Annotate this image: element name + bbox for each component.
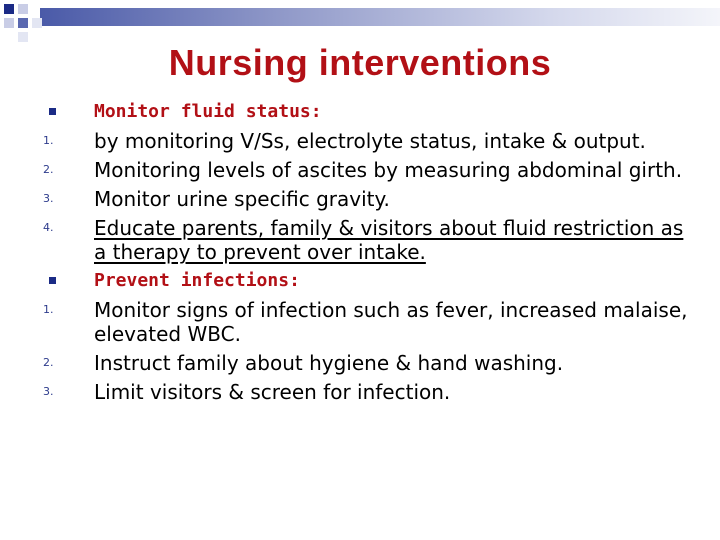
deco-square (4, 18, 14, 28)
list-item-text: Instruct family about hygiene & hand washing. (94, 351, 564, 375)
list-item (40, 298, 690, 346)
header-decoration (0, 0, 720, 40)
deco-square (18, 18, 28, 28)
slide-content (40, 100, 690, 409)
list-item-text: Monitoring levels of ascites by measuring abdominal girth. (94, 158, 683, 182)
bullet-marker (40, 100, 94, 124)
list-item (40, 351, 690, 375)
list-number: 3. (43, 192, 54, 205)
list-item-text: Limit visitors & screen for infection. (94, 380, 451, 404)
list-item (40, 216, 690, 264)
section-heading: Monitor fluid status: (94, 101, 322, 122)
section-heading: Prevent infections: (94, 270, 300, 291)
deco-square (4, 4, 14, 14)
deco-square (32, 18, 42, 28)
square-bullet-icon (49, 108, 56, 115)
deco-square (18, 4, 28, 14)
bullet-marker (40, 269, 94, 293)
list-number: 2. (43, 163, 54, 176)
list-item (40, 129, 690, 153)
section-heading-row (40, 269, 690, 293)
slide-title: Nursing interventions (168, 42, 552, 83)
square-bullet-icon (49, 277, 56, 284)
list-item-text: Monitor signs of infection such as fever, increased malaise, elevated WBC. (94, 298, 688, 346)
list-item (40, 187, 690, 211)
list-item-text-underlined: Educate parents, family & visitors about fluid restriction as a therapy to prevent over intake. (94, 216, 684, 264)
section-heading-row (40, 100, 690, 124)
list-item (40, 158, 690, 182)
list-number: 2. (43, 356, 54, 369)
list-item-text: Monitor urine specific gravity. (94, 187, 390, 211)
header-gradient-band (40, 8, 720, 26)
list-number: 1. (43, 134, 54, 147)
list-number: 3. (43, 385, 54, 398)
list-item-text: by monitoring V/Ss, electrolyte status, intake & output. (94, 129, 646, 153)
list-item (40, 380, 690, 404)
list-number: 1. (43, 303, 54, 316)
list-number: 4. (43, 221, 54, 234)
